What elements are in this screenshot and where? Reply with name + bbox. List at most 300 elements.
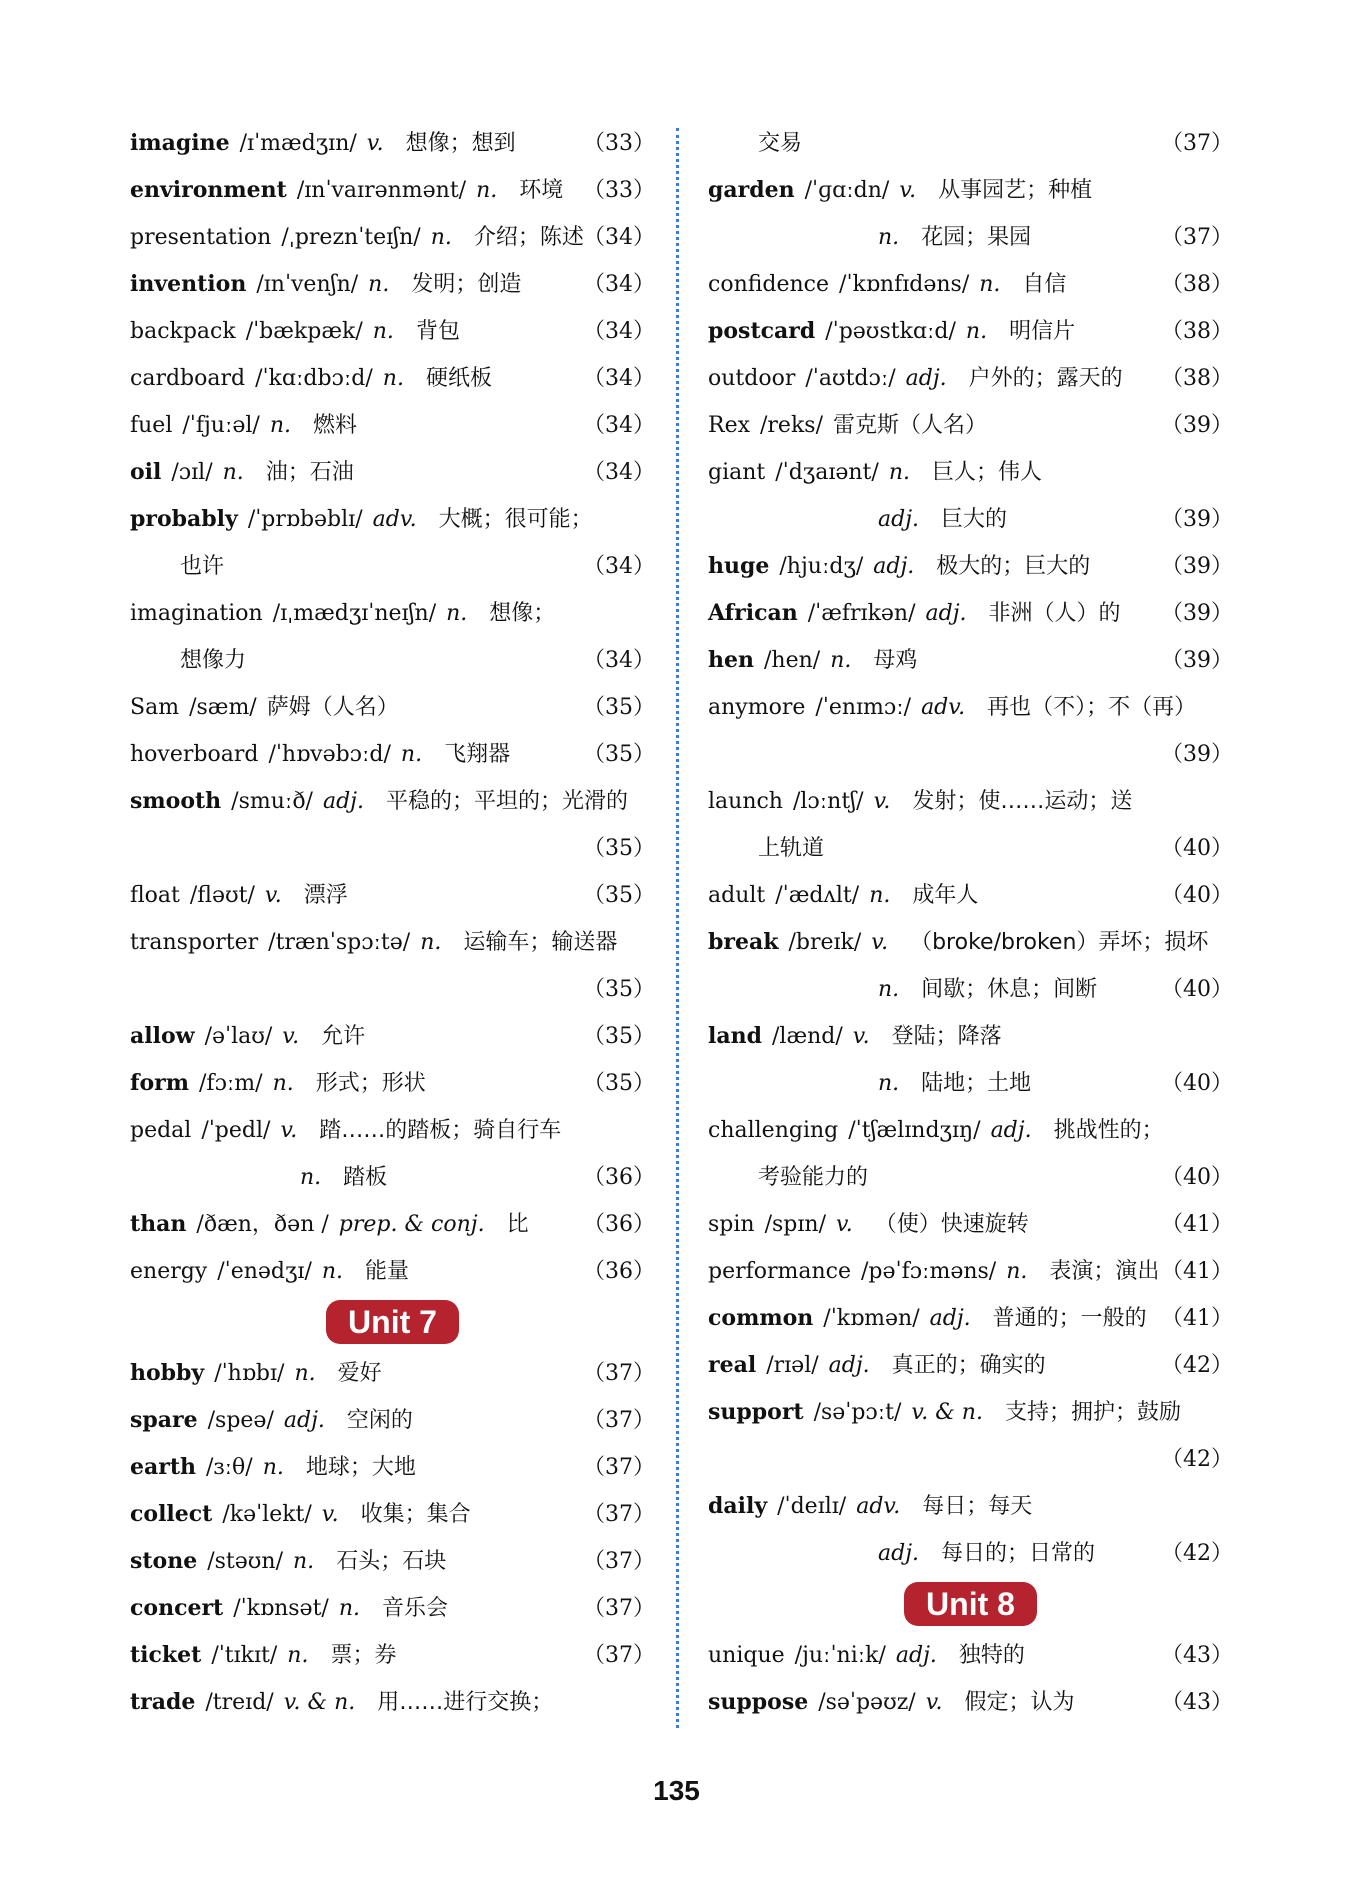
entry-word: fuel [130,413,173,438]
vocab-entry [130,1013,655,1060]
vocab-entry [708,778,1233,825]
entry-word: Rex [708,413,750,438]
entry-word: unique [708,1643,785,1668]
entry-word: break [708,929,779,955]
left-column [130,120,655,1726]
vocab-entry [708,308,1233,355]
entry-page-ref: （37） [1161,225,1233,250]
entry-page-ref: （35） [583,695,655,720]
vocab-entry [708,1530,1233,1577]
entry-meaning: 想像；想到 [405,131,516,156]
entry-meaning: 比 [506,1212,529,1237]
entry-page-ref: （37） [583,1596,655,1621]
entry-page-ref: （38） [1161,366,1233,391]
entry-phonetic: /spɪn/ [764,1212,826,1237]
vocab-entry [708,402,1233,449]
entry-page-ref: （43） [1161,1643,1233,1668]
entry-part-of-speech: v. [899,178,917,203]
vocab-entry [708,261,1233,308]
entry-part-of-speech: v. [873,789,891,814]
entry-part-of-speech: v. [282,1024,300,1049]
entry-part-of-speech: n. [476,178,498,203]
entry-part-of-speech: n. [269,413,292,438]
entry-meaning: 油；石油 [265,460,354,485]
entry-phonetic: /hen/ [764,648,821,673]
vocab-entry-continuation [708,1436,1233,1483]
entry-meaning: 上轨道 [758,836,825,861]
entry-page-ref: （37） [583,1408,655,1433]
entry-word: concert [130,1595,224,1621]
entry-page-ref: （42） [1161,1353,1233,1378]
entry-phonetic: /ˈenədʒɪ/ [217,1259,312,1284]
entry-page-ref: （33） [583,178,655,203]
entry-meaning: 考验能力的 [758,1165,869,1190]
unit-heading: Unit 7 [326,1300,459,1344]
entry-meaning: 支持；拥护；鼓励 [1004,1400,1181,1425]
entry-meaning: 户外的；露天的 [968,366,1123,391]
entry-meaning: 环境 [519,178,564,203]
vocab-entry [708,449,1233,496]
entry-part-of-speech: v. [280,1118,298,1143]
entry-part-of-speech: n. [400,742,423,767]
entry-word: pedal [130,1118,192,1143]
entry-part-of-speech: adj. [878,507,920,532]
entry-part-of-speech: v. & n. [911,1400,983,1425]
entry-word: outdoor [708,366,796,391]
entry-part-of-speech: v. [852,1024,870,1049]
entry-page-ref: （35） [583,1071,655,1096]
vocab-entry [708,167,1233,214]
entry-meaning: 空闲的 [346,1408,413,1433]
entry-meaning: 从事园艺；种植 [938,178,1093,203]
entry-page-ref: （42） [1161,1541,1233,1566]
vocab-entry-continuation [708,1154,1233,1201]
entry-page-ref: （35） [583,742,655,767]
vocab-entry-continuation [708,731,1233,778]
entry-meaning: 平稳的；平坦的；光滑的 [386,789,629,814]
entry-word: support [708,1399,804,1425]
entry-page-ref: （34） [583,366,655,391]
entry-word: earth [130,1454,196,1480]
entry-part-of-speech: v. [871,930,889,955]
entry-part-of-speech: n. [368,272,390,297]
vocab-entry [130,261,655,308]
entry-meaning: 大概；很可能； [438,507,593,532]
entry-part-of-speech: n. [293,1549,315,1574]
entry-meaning: 允许 [321,1024,366,1049]
entry-part-of-speech: v. [835,1212,853,1237]
entry-page-ref: （37） [583,1643,655,1668]
vocab-entry-continuation [130,825,655,872]
entry-phonetic: /ɜːθ/ [206,1455,253,1480]
entry-word: real [708,1352,757,1378]
entry-phonetic: /ˈpedl/ [201,1118,271,1143]
vocab-entry [130,872,655,919]
vocab-entry [130,120,655,167]
vocab-entry [130,496,655,543]
entry-word: challenging [708,1118,839,1143]
vocab-entry [708,1389,1233,1436]
entry-word: cardboard [130,366,246,391]
entry-meaning: 登陆；降落 [891,1024,1002,1049]
vocab-entry [708,590,1233,637]
entry-word: confidence [708,272,830,297]
entry-phonetic: /breɪk/ [788,930,862,955]
entry-phonetic: /lænd/ [772,1024,843,1049]
entry-phonetic: /ˈɡɑːdn/ [804,178,890,203]
entry-page-ref: （42） [1161,1447,1233,1472]
entry-page-ref: （34） [583,648,655,673]
entry-word: form [130,1070,190,1096]
entry-part-of-speech: n. [272,1071,294,1096]
entry-part-of-speech: n. [294,1361,316,1386]
entry-phonetic: /hjuːdʒ/ [779,554,864,579]
entry-meaning: 漂浮 [303,883,348,908]
entry-part-of-speech: n. [372,319,394,344]
entry-meaning: 收集；集合 [360,1502,471,1527]
entry-word: float [130,883,180,908]
entry-phonetic: /ɪnˈvaɪrənmənt/ [296,178,467,203]
entry-meaning: 地球；大地 [305,1455,416,1480]
entry-page-ref: （40） [1161,1165,1233,1190]
vocab-entry [130,919,655,966]
vocab-entry [130,1060,655,1107]
entry-page-ref: （39） [1161,413,1233,438]
entry-word: collect [130,1501,213,1527]
entry-page-ref: （35） [583,836,655,861]
entry-page-ref: （39） [1161,554,1233,579]
entry-part-of-speech: n. [430,225,452,250]
entry-page-ref: （37） [583,1549,655,1574]
entry-meaning: 想像力 [180,648,247,673]
entry-part-of-speech: n. [878,225,900,250]
entry-phonetic: /juːˈniːk/ [794,1643,886,1668]
entry-word: allow [130,1023,195,1049]
vocab-entry [708,1248,1233,1295]
entry-meaning: （broke/broken）弄坏；损坏 [910,930,1209,955]
entry-meaning: 运输车；输送器 [463,930,618,955]
entry-meaning: 再也（不）；不（再） [987,695,1197,720]
entry-meaning: 雷克斯（人名） [832,413,987,438]
vocab-entry [708,1342,1233,1389]
vocab-entry [130,684,655,731]
entry-phonetic: /ˈtʃælɪndʒɪŋ/ [848,1118,981,1143]
unit-heading: Unit 8 [904,1582,1037,1626]
entry-page-ref: （41） [1161,1212,1233,1237]
entry-word: garden [708,177,795,203]
entry-part-of-speech: adj. [283,1408,325,1433]
entry-page-ref: （35） [583,977,655,1002]
entry-part-of-speech: n. [222,460,244,485]
entry-page-ref: （41） [1161,1259,1233,1284]
entry-part-of-speech: adj. [990,1118,1032,1143]
entry-phonetic: /treɪd/ [205,1690,274,1715]
entry-part-of-speech: adj. [322,789,364,814]
entry-phonetic: /ˈkɒnfɪdəns/ [839,272,970,297]
entry-phonetic: /reks/ [760,413,823,438]
vocab-entry [130,778,655,825]
vocab-entry [130,731,655,778]
entry-phonetic: /trænˈspɔːtə/ [268,930,411,955]
entry-word: invention [130,271,247,297]
entry-word: performance [708,1259,852,1284]
entry-part-of-speech: n. [446,601,468,626]
entry-part-of-speech: prep. & conj. [338,1212,485,1237]
entry-meaning: 非洲（人）的 [988,601,1121,626]
unit-heading-wrap [708,1579,1233,1629]
vocab-entry [708,684,1233,731]
entry-word: ticket [130,1642,202,1668]
vocab-entry [708,496,1233,543]
entry-word: giant [708,460,766,485]
entry-phonetic: /ˈkɑːdbɔːd/ [255,366,373,391]
entry-page-ref: （40） [1161,1071,1233,1096]
entry-page-ref: （34） [583,272,655,297]
entry-word: hen [708,647,754,673]
vocab-entry [708,1107,1233,1154]
column-divider [676,128,679,1728]
entry-meaning: 也许 [180,554,225,579]
entry-phonetic: /ˈædʌlt/ [775,883,860,908]
entry-part-of-speech: n. [262,1455,284,1480]
vocab-entry-continuation [130,966,655,1013]
entry-phonetic: /stəʊn/ [207,1549,284,1574]
entry-meaning: 花园；果园 [921,225,1032,250]
entry-meaning: 间歇；休息；间断 [921,977,1098,1002]
entry-page-ref: （34） [583,460,655,485]
entry-phonetic: /kəˈlekt/ [222,1502,312,1527]
vocab-entry [130,167,655,214]
entry-phonetic: /ˈprɒbəblɪ/ [247,507,363,532]
entry-word: environment [130,177,287,203]
entry-page-ref: （34） [583,225,655,250]
entry-meaning: 用……进行交换； [377,1690,554,1715]
entry-word: transporter [130,930,259,955]
entry-part-of-speech: n. [878,977,900,1002]
entry-meaning: 发明；创造 [411,272,522,297]
entry-page-ref: （36） [583,1212,655,1237]
entry-word: backpack [130,319,236,344]
entry-part-of-speech: n. [338,1596,360,1621]
entry-part-of-speech: v. [321,1502,339,1527]
entry-part-of-speech: adj. [878,1541,920,1566]
entry-meaning: 音乐会 [382,1596,449,1621]
entry-word: than [130,1211,187,1237]
entry-page-ref: （40） [1161,836,1233,861]
entry-phonetic: /fɔːm/ [199,1071,263,1096]
vocab-entry [708,1013,1233,1060]
entry-phonetic: /səˈpəʊz/ [818,1690,916,1715]
entry-meaning: 硬纸板 [425,366,492,391]
entry-phonetic: /ɪˌmædʒɪˈneɪʃn/ [272,601,437,626]
unit-heading-wrap [130,1297,655,1347]
vocab-entry [130,1632,655,1679]
entry-phonetic: /fləʊt/ [189,883,255,908]
entry-phonetic: /ˈbækpæk/ [245,319,363,344]
entry-word: imagine [130,130,230,156]
entry-word: energy [130,1259,208,1284]
entry-phonetic: /ðæn，ðən / [196,1212,329,1237]
entry-part-of-speech: n. [382,366,404,391]
entry-phonetic: /sæm/ [189,695,257,720]
entry-word: daily [708,1493,768,1519]
entry-phonetic: /ˈenɪmɔː/ [815,695,912,720]
vocab-entry [130,308,655,355]
vocab-entry [130,1154,655,1201]
entry-phonetic: /ˈpəʊstkɑːd/ [825,319,956,344]
entry-meaning: 踏板 [343,1165,388,1190]
entry-word: huge [708,553,770,579]
entry-part-of-speech: v. & n. [283,1690,356,1715]
entry-page-ref: （37） [583,1502,655,1527]
entry-word: suppose [708,1689,809,1715]
entry-meaning: 每日的；日常的 [941,1541,1096,1566]
vocab-entry [130,1585,655,1632]
entry-part-of-speech: v. [264,883,282,908]
entry-phonetic: /ˈaʊtdɔː/ [805,366,896,391]
entry-meaning: 交易 [758,131,803,156]
entry-meaning: 极大的；巨大的 [936,554,1091,579]
vocab-entry [130,1107,655,1154]
entry-part-of-speech: n. [878,1071,900,1096]
vocab-entry [708,355,1233,402]
entry-word: spare [130,1407,198,1433]
entry-word: Sam [130,695,180,720]
entry-word: postcard [708,318,816,344]
entry-part-of-speech: adv. [921,695,966,720]
entry-meaning: 介绍；陈述 [473,225,584,250]
entry-meaning: 自信 [1022,272,1067,297]
entry-page-ref: （34） [583,319,655,344]
entry-meaning: 票；券 [330,1643,397,1668]
entry-meaning: 挑战性的； [1053,1118,1164,1143]
entry-meaning: 每日；每天 [922,1494,1033,1519]
entry-word: common [708,1305,814,1331]
entry-page-ref: （38） [1161,319,1233,344]
entry-meaning: 陆地；土地 [921,1071,1032,1096]
entry-part-of-speech: n. [888,460,910,485]
entry-word: adult [708,883,766,908]
entry-page-ref: （34） [583,413,655,438]
entry-word: land [708,1023,762,1049]
entry-phonetic: /ˈdeɪlɪ/ [777,1494,847,1519]
entry-part-of-speech: n. [830,648,852,673]
entry-page-ref: （40） [1161,977,1233,1002]
entry-page-ref: （36） [583,1259,655,1284]
entry-word: probably [130,506,238,532]
entry-part-of-speech: adj. [895,1643,937,1668]
entry-phonetic: /ˌpreznˈteɪʃn/ [281,225,421,250]
vocab-entry [130,1491,655,1538]
vocab-entry [130,1397,655,1444]
entry-phonetic: /ˈkɒmən/ [823,1306,920,1331]
vocab-entry [130,1248,655,1295]
entry-page-ref: （35） [583,883,655,908]
entry-word: oil [130,459,162,485]
entry-page-ref: （37） [583,1455,655,1480]
entry-word: hoverboard [130,742,259,767]
entry-page-ref: （38） [1161,272,1233,297]
entry-part-of-speech: adj. [929,1306,971,1331]
entry-word: anymore [708,695,806,720]
entry-meaning: 巨大的 [941,507,1008,532]
entry-page-ref: （41） [1161,1306,1233,1331]
entry-page-ref: （43） [1161,1690,1233,1715]
entry-meaning: 真正的；确实的 [891,1353,1046,1378]
entry-phonetic: /ˈhɒbɪ/ [214,1361,285,1386]
entry-meaning: 普通的；一般的 [992,1306,1147,1331]
entry-phonetic: /ˈdʒaɪənt/ [775,460,879,485]
entry-meaning: 发射；使……运动；送 [912,789,1133,814]
entry-phonetic: /ˈtɪkɪt/ [211,1643,278,1668]
entry-part-of-speech: adv. [856,1494,901,1519]
entry-part-of-speech: v. [366,131,384,156]
vocab-entry [708,1679,1233,1726]
entry-phonetic: /əˈlaʊ/ [204,1024,273,1049]
entry-phonetic: /pəˈfɔːməns/ [861,1259,997,1284]
vocab-entry [130,1444,655,1491]
vocab-entry [708,872,1233,919]
entry-page-ref: （39） [1161,601,1233,626]
entry-word: imagination [130,601,263,626]
entry-meaning: 爱好 [337,1361,382,1386]
entry-word: hobby [130,1360,205,1386]
entry-part-of-speech: n. [287,1643,309,1668]
entry-phonetic: /səˈpɔːt/ [813,1400,902,1425]
entry-meaning: 背包 [415,319,460,344]
vocab-entry [708,1632,1233,1679]
vocab-entry [708,543,1233,590]
entry-phonetic: /ˈkɒnsət/ [233,1596,329,1621]
entry-word: smooth [130,788,222,814]
entry-meaning: 燃料 [313,413,358,438]
vocab-entry [708,919,1233,966]
entry-phonetic: /ɪˈmædʒɪn/ [239,131,357,156]
entry-part-of-speech: adj. [828,1353,870,1378]
vocab-entry [130,214,655,261]
entry-part-of-speech: n. [869,883,891,908]
vocab-entry-continuation [130,637,655,684]
entry-part-of-speech: n. [300,1165,322,1190]
entry-part-of-speech: adj. [905,366,947,391]
right-column [708,120,1233,1726]
vocab-entry-continuation [130,543,655,590]
entry-page-ref: （39） [1161,742,1233,767]
entry-page-ref: （37） [1161,131,1233,156]
entry-phonetic: /ˈæfrɪkən/ [807,601,916,626]
entry-meaning: 母鸡 [873,648,918,673]
entry-phonetic: /rɪəl/ [766,1353,819,1378]
entry-page-ref: （37） [583,1361,655,1386]
vocab-entry [708,1060,1233,1107]
entry-meaning: 能量 [365,1259,410,1284]
entry-word: stone [130,1548,198,1574]
entry-phonetic: /speə/ [207,1408,274,1433]
entry-phonetic: /ɔɪl/ [171,460,213,485]
entry-meaning: 踏……的踏板；骑自行车 [319,1118,562,1143]
entry-meaning: 假定；认为 [964,1690,1075,1715]
vocab-entry [130,1538,655,1585]
entry-word: African [708,600,798,626]
entry-meaning: 巨人；伟人 [931,460,1042,485]
vocab-entry [708,1295,1233,1342]
vocab-entry-continuation [708,120,1233,167]
entry-part-of-speech: n. [1006,1259,1028,1284]
vocab-entry [130,1201,655,1248]
vocab-entry [130,355,655,402]
entry-word: trade [130,1689,196,1715]
entry-phonetic: /ˈhɒvəbɔːd/ [268,742,391,767]
